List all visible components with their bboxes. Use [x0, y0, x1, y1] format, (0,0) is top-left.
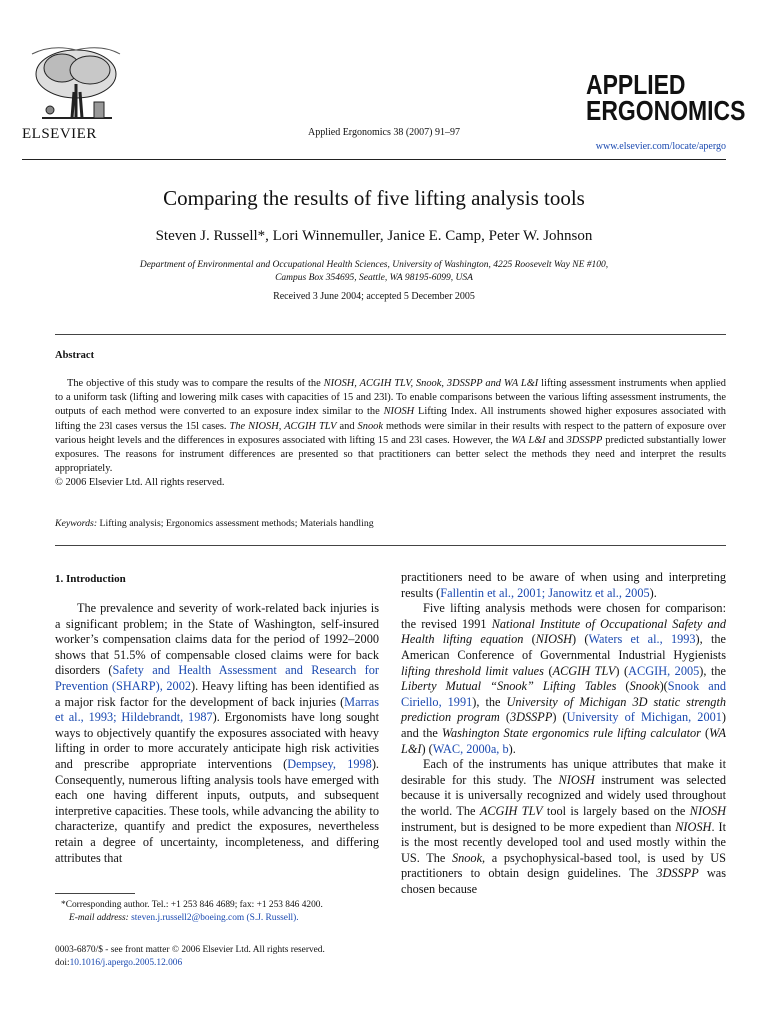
author-list: Steven J. Russell*, Lori Winnemuller, Janice E. Camp, Peter W. Johnson: [155, 228, 593, 244]
left-column-body: The prevalence and severity of work-related back injuries is a significant problem; in the State of Washington, self-insured worker’s compensation claims data for the period of 1992–2000 shows that 51.5% of compensable closed claims were for back disorders (Safety and Health Assessment and Research for Prevention (SHARP), 2002). Heavy lifting has been identified as a major risk factor for the development of back injuries (Marras et al., 1993; Hildebrandt, 1987). Ergonomists have long sought ways to objectively quantify the exposures associated with heavy lifting in order to more accurately anticipate high risk activities and prescribe appropriate interventions (Dempsey, 1998). Consequently, numerous lifting analysis tools have emerged with each one having different inputs, outputs, and subsequent interpretive capacities. These tools, while advancing the ability to characterize, quantify and predict the exposures, nevertheless retain a degree of uncertainty, incompleteness, and differing attributes that: [55, 601, 379, 865]
footnote-corresponding: *Corresponding author. Tel.: +1 253 846 4689; fax: +1 253 846 4200.: [61, 900, 323, 910]
abstract-body: The objective of this study was to compare the results of the NIOSH, ACGIH TLV, Snook, 3DSSPP and WA L&I lifting assessment instruments when applied to a uniform task (lifting and lowering milk cases with capacities of 15 and 23l). To enable comparisons between the various lifting assessment instruments, the outputs of each method were converted to an exposure index similar to the NIOSH Lifting Index. All instruments showed higher exposures associated with lifting the 23l cases versus the 15l cases. The NIOSH, ACGIH TLV and Snook methods were similar in their results with respect to the pattern of exposure over various height levels and the differences in exposures associated with lifting 15 and 23l cases. However, the WA L&I and 3DSSPP predicted substantially lower exposures. The reasons for instrument differences are presented so that practitioners can better select the methods they need and interpret the results appropriately. © 2006 Elsevier Ltd. All rights reserved.: [55, 377, 726, 491]
journal-url[interactable]: www.elsevier.com/locate/apergo: [595, 141, 726, 152]
abstract-heading: Abstract: [55, 350, 95, 361]
affiliation-line2: Campus Box 354695, Seattle, WA 98195-6099, USA: [275, 273, 473, 283]
elsevier-tree-icon: [22, 44, 130, 126]
footnote-email-label: E-mail address:: [69, 913, 129, 923]
right-column-body: practitioners need to be aware of when using and interpreting results (Fallentin et al., 2001; Janowitz et al., 2005). Five lifting analysis methods were chosen for comparison: the revised 1991 National Institute of Occupational Safety and Health lifting equation (NIOSH) (Waters et al., 1993), the American Conference of Governmental Industrial Hygienists lifting threshold limit values (ACGIH TLV) (ACGIH, 2005), the Liberty Mutual “Snook” Lifting Tables (Snook)(Snook and Ciriello, 1991), the University of Michigan 3D static strength prediction program (3DSSPP) (University of Michigan, 2001) and the Washington State ergonomics rule lifting calculator (WA L&I) (WAC, 2000a, b). Each of the instruments has unique attributes that make it desirable for this study. The NIOSH instrument was selected because it is universally recognized and widely used throughout the world. The ACGIH TLV tool is largely based on the NIOSH instrument, but is designed to be more expedient than NIOSH. It is the most recently developed tool and used mostly within the US. The Snook, a psychophysical-based tool, is used by US practitioners to obtain design guidelines. The 3DSSPP was chosen because: [401, 570, 727, 896]
footer-doi-link[interactable]: 10.1016/j.apergo.2005.12.006: [69, 958, 183, 968]
section-heading-introduction: 1. Introduction: [55, 573, 126, 585]
publisher-name: ELSEVIER: [22, 126, 97, 142]
received-dates: Received 3 June 2004; accepted 5 December 2005: [273, 291, 475, 302]
abstract-copyright: © 2006 Elsevier Ltd. All rights reserved.: [55, 477, 225, 489]
affiliation-line1: Department of Environmental and Occupational Health Sciences, University of Washington, 4225 Roosevelt Way NE #100,: [139, 260, 609, 270]
footnote: [55, 899, 385, 925]
keywords-text: Lifting analysis; Ergonomics assessment methods; Materials handling: [99, 518, 374, 529]
keywords-label: Keywords:: [55, 518, 98, 529]
journal-logo: [586, 69, 746, 126]
affiliation: [22, 259, 726, 285]
footnote-email-link[interactable]: steven.j.russell2@boeing.com (S.J. Russell).: [131, 913, 299, 923]
footnote-divider: [55, 893, 135, 894]
footer-doi-label: doi:: [55, 958, 70, 968]
journal-citation: Applied Ergonomics 38 (2007) 91–97: [307, 127, 461, 138]
footer: [55, 944, 395, 970]
footer-issn: 0003-6870/$ - see front matter © 2006 Elsevier Ltd. All rights reserved.: [55, 945, 325, 955]
header-divider: [22, 159, 726, 160]
abstract-bottom-divider: [55, 545, 726, 546]
journal-logo-line1: APPLIED: [586, 69, 686, 100]
abstract-top-divider: [55, 334, 726, 335]
keywords: [55, 518, 374, 529]
elsevier-logo: [22, 44, 130, 126]
article-title: Comparing the results of five lifting analysis tools: [163, 186, 585, 210]
journal-logo-line2: ERGONOMICS: [586, 95, 746, 126]
